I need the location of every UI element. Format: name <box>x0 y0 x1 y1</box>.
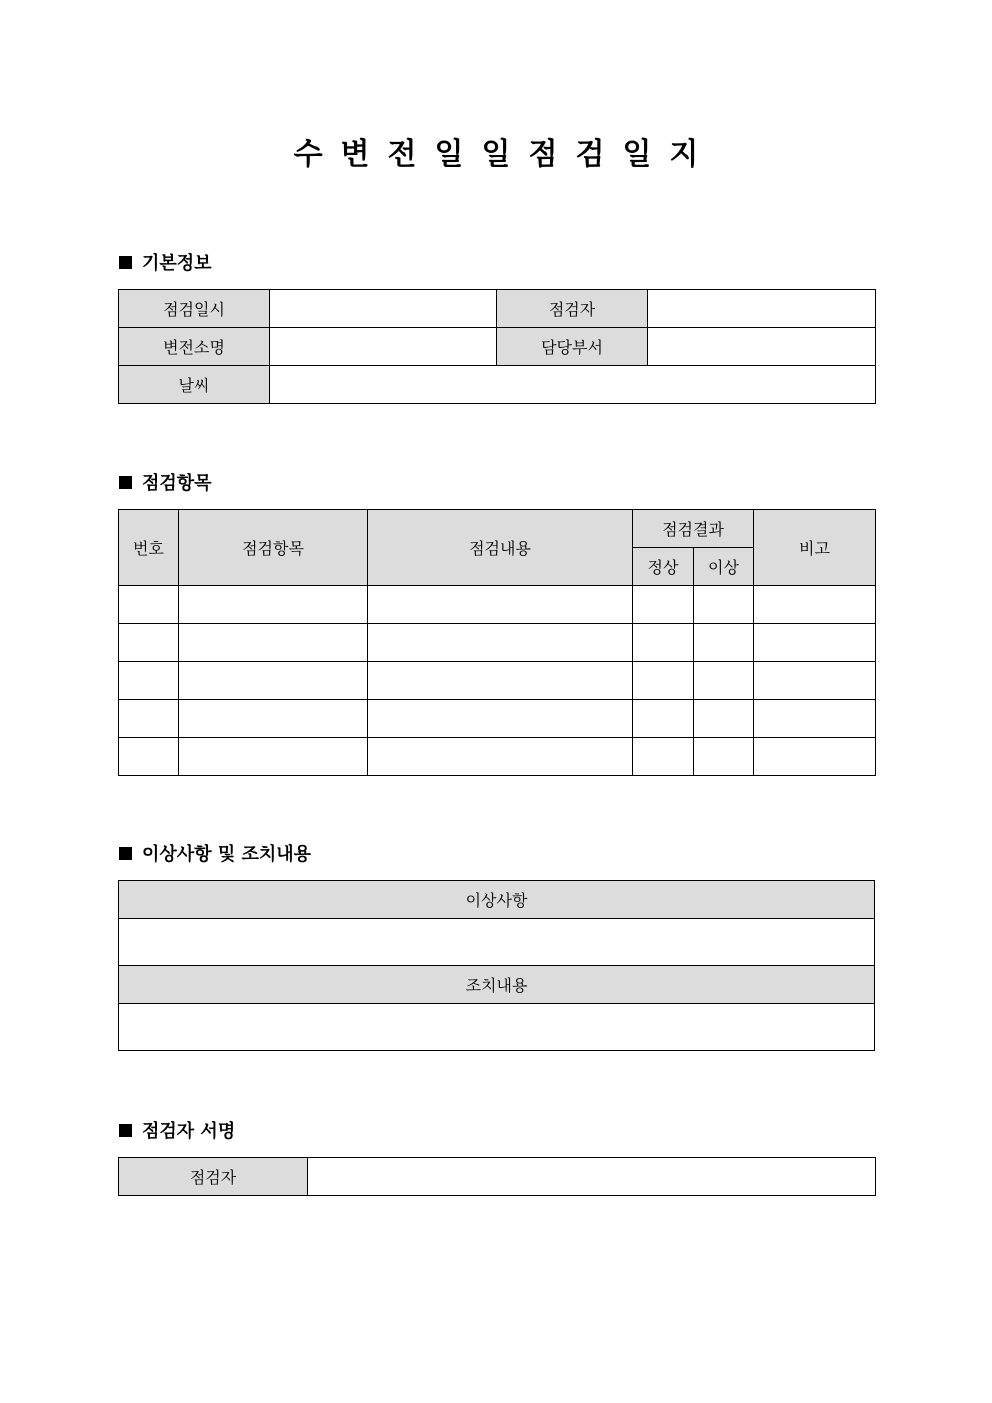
cell-abnormal[interactable] <box>694 738 754 776</box>
input-substation-name[interactable] <box>270 328 497 366</box>
cell-remarks[interactable] <box>754 662 876 700</box>
table-row <box>119 328 876 366</box>
input-inspection-datetime[interactable] <box>270 290 497 328</box>
cell-number[interactable] <box>119 624 179 662</box>
table-row <box>119 624 876 662</box>
cell-remarks[interactable] <box>754 700 876 738</box>
cell-remarks[interactable] <box>754 586 876 624</box>
input-department[interactable] <box>648 328 876 366</box>
cell-content[interactable] <box>368 586 633 624</box>
input-weather[interactable] <box>270 366 876 404</box>
label-action: 조치내용 <box>119 966 875 1004</box>
column-header-result: 점검결과 <box>633 510 754 548</box>
label-substation-name: 변전소명 <box>119 328 270 366</box>
cell-number[interactable] <box>119 662 179 700</box>
square-bullet-icon <box>119 847 132 860</box>
column-header-item: 점검항목 <box>179 510 368 586</box>
table-row <box>119 1004 875 1051</box>
inspection-items-table <box>118 509 876 776</box>
cell-number[interactable] <box>119 738 179 776</box>
cell-remarks[interactable] <box>754 738 876 776</box>
section-title: 점검항목 <box>142 473 212 494</box>
table-row <box>119 881 875 919</box>
cell-item[interactable] <box>179 586 368 624</box>
column-header-remarks: 비고 <box>754 510 876 586</box>
document-title: 수변전일일점검일지 <box>293 137 717 172</box>
column-header-normal: 정상 <box>633 548 694 586</box>
cell-item[interactable] <box>179 700 368 738</box>
table-row <box>119 919 875 966</box>
cell-normal[interactable] <box>633 624 694 662</box>
abnormality-table <box>118 880 875 1051</box>
table-row <box>119 966 875 1004</box>
section-heading-signature <box>119 1120 235 1144</box>
section-heading-abnormality <box>119 843 311 867</box>
cell-abnormal[interactable] <box>694 662 754 700</box>
cell-abnormal[interactable] <box>694 700 754 738</box>
label-inspection-datetime: 점검일시 <box>119 290 270 328</box>
section-title: 이상사항 및 조치내용 <box>142 844 312 865</box>
label-inspector: 점검자 <box>497 290 648 328</box>
cell-content[interactable] <box>368 700 633 738</box>
label-signature-inspector: 점검자 <box>119 1158 308 1196</box>
cell-item[interactable] <box>179 738 368 776</box>
cell-normal[interactable] <box>633 662 694 700</box>
cell-content[interactable] <box>368 738 633 776</box>
section-title: 기본정보 <box>142 253 212 274</box>
cell-number[interactable] <box>119 700 179 738</box>
square-bullet-icon <box>119 256 132 269</box>
table-row <box>119 366 876 404</box>
column-header-number: 번호 <box>119 510 179 586</box>
header-row <box>119 510 876 548</box>
label-department: 담당부서 <box>497 328 648 366</box>
input-issue[interactable] <box>119 919 875 966</box>
input-action[interactable] <box>119 1004 875 1051</box>
table-row <box>119 290 876 328</box>
input-inspector[interactable] <box>648 290 876 328</box>
table-row <box>119 1158 876 1196</box>
input-signature[interactable] <box>308 1158 876 1196</box>
cell-item[interactable] <box>179 662 368 700</box>
cell-abnormal[interactable] <box>694 586 754 624</box>
cell-content[interactable] <box>368 662 633 700</box>
cell-content[interactable] <box>368 624 633 662</box>
cell-normal[interactable] <box>633 586 694 624</box>
section-heading-inspection-items <box>119 472 212 496</box>
signature-table <box>118 1157 876 1196</box>
cell-abnormal[interactable] <box>694 624 754 662</box>
label-weather: 날씨 <box>119 366 270 404</box>
table-row <box>119 586 876 624</box>
section-heading-basic-info <box>119 252 212 276</box>
square-bullet-icon <box>119 1124 132 1137</box>
cell-normal[interactable] <box>633 700 694 738</box>
cell-item[interactable] <box>179 624 368 662</box>
table-row <box>119 700 876 738</box>
table-row <box>119 738 876 776</box>
section-title: 점검자 서명 <box>142 1121 236 1142</box>
column-header-content: 점검내용 <box>368 510 633 586</box>
cell-normal[interactable] <box>633 738 694 776</box>
cell-number[interactable] <box>119 586 179 624</box>
column-header-abnormal: 이상 <box>694 548 754 586</box>
basic-info-table <box>118 289 876 404</box>
label-issue: 이상사항 <box>119 881 875 919</box>
square-bullet-icon <box>119 476 132 489</box>
cell-remarks[interactable] <box>754 624 876 662</box>
table-row <box>119 662 876 700</box>
